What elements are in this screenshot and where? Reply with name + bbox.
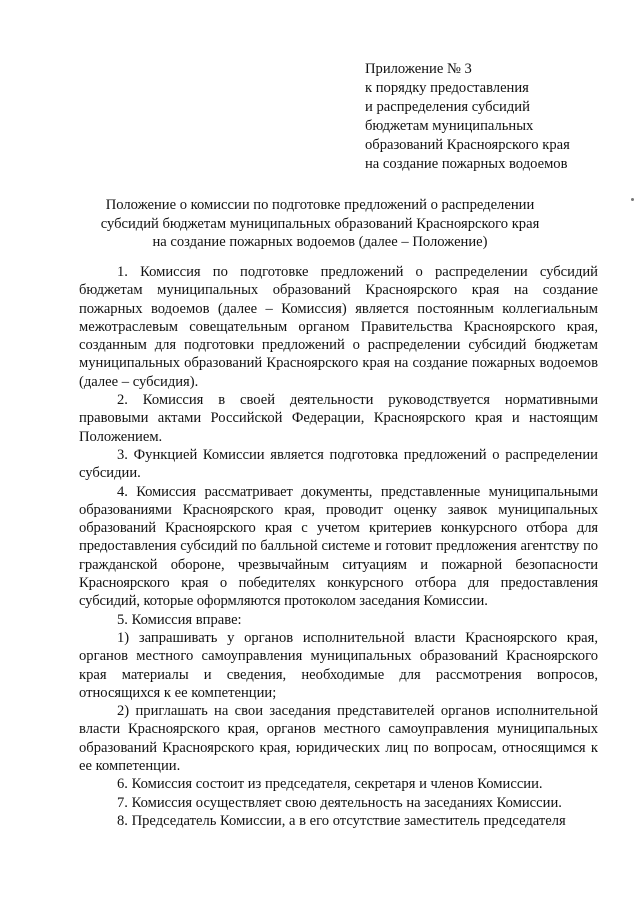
appendix-block <box>365 60 620 174</box>
appendix-line: на создание пожарных водоемов <box>365 156 568 172</box>
appendix-line: Приложение № 3 <box>365 61 472 77</box>
document-title <box>60 196 580 252</box>
appendix-line: бюджетам муниципальных <box>365 118 534 134</box>
paragraph-5: 5. Комиссия вправе: <box>117 611 242 628</box>
paragraph-3: 3. Функцией Комиссии является подготовка предложений о распределении субсидии. <box>79 446 598 482</box>
paragraph-8: 8. Председатель Комиссии, а в его отсутствие заместитель председателя <box>117 812 566 829</box>
paragraph-4: 4. Комиссия рассматривает документы, представленные муниципальными образованиями Красноярского края, проводит оценку заявок муниципальных образований Красноярского края с учетом критериев конкурсного отбора для предоставления субсидий по балльной системе и готовит предложения агентству по гражданской обороне, чрезвычайным ситуациям и пожарной безопасности Красноярского края о победителях конкурсного отбора для предоставления субсидий, которые оформляются протоколом заседания Комиссии. <box>79 483 598 610</box>
document-body <box>79 263 598 830</box>
paragraph-2: 2. Комиссия в своей деятельности руководствуется нормативными правовыми актами Российской Федерации, Красноярского края и настоящим Положением. <box>79 392 598 445</box>
paragraph-5-item-2: 2) приглашать на свои заседания представителей органов исполнительной власти Красноярского края, органов местного самоуправления муниципальных образований Красноярского края, юридических лиц по вопросам, относящимся к ее компетенции. <box>79 703 598 775</box>
title-line: Положение о комиссии по подготовке предложений о распределении <box>105 197 535 213</box>
appendix-line: образований Красноярского края <box>365 137 570 153</box>
paragraph-7: 7. Комиссия осуществляет свою деятельность на заседаниях Комиссии. <box>117 794 562 811</box>
paragraph-1: 1. Комиссия по подготовке предложений о распределении субсидий бюджетам муниципальных образований Красноярского края на создание пожарных водоемов (далее – Комиссия) является постоянным коллегиальным межотраслевым совещательным органом Правительства Красноярского края, созданным для подготовки предложений о распределении субсидий бюджетам муниципальных образований Красноярского края на создание пожарных водоемов (далее – субсидия). <box>79 264 598 390</box>
paragraph-5-item-1: 1) запрашивать у органов исполнительной власти Красноярского края, органов местного самоуправления муниципальных образований Красноярского края материалы и сведения, необходимые для рассмотрения вопросов, относящихся к ее компетенции; <box>79 629 598 701</box>
title-line: субсидий бюджетам муниципальных образований Красноярского края <box>100 215 540 232</box>
title-line: на создание пожарных водоемов (далее – Положение) <box>152 234 488 250</box>
scan-speck <box>631 198 634 201</box>
appendix-line: и распределения субсидий <box>365 99 530 115</box>
paragraph-6: 6. Комиссия состоит из председателя, секретаря и членов Комиссии. <box>117 776 543 793</box>
appendix-line: к порядку предоставления <box>365 80 529 96</box>
